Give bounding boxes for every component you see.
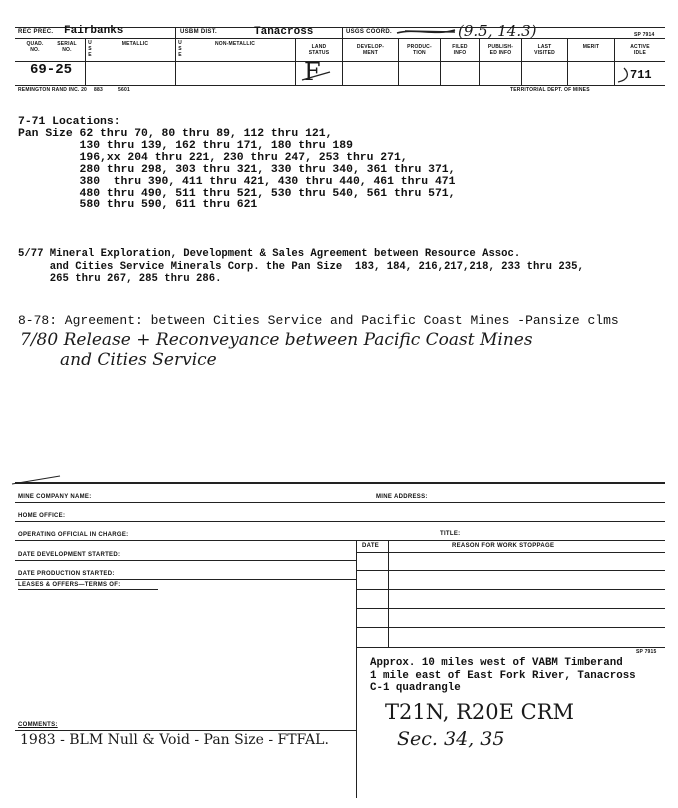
rec-prec-label: REC PREC.: [18, 29, 54, 35]
location-line: 1 mile east of East Fork River, Tanacross: [370, 669, 636, 682]
pan-size-line: 580 thru 590, 611 thru 621: [18, 199, 258, 212]
quad-label: QUAD. NO.: [26, 41, 44, 53]
location-line: C-1 quadrangle: [370, 682, 461, 694]
usgs-coord-value: (9.5, 14.3): [458, 22, 537, 40]
handwritten-release-line1: 7/80 Release + Reconveyance between Pacific Coast Mines: [20, 330, 533, 350]
land-status-value: F: [304, 58, 321, 86]
agreement-577-block: [18, 248, 584, 286]
active-idle-value: 711: [630, 68, 652, 82]
development-label: DEVELOP- MENT: [356, 44, 385, 56]
home-office-label: HOME OFFICE:: [18, 513, 66, 519]
title-label: TITLE:: [440, 531, 461, 537]
comments-label: COMMENTS:: [18, 722, 58, 728]
location-line: Approx. 10 miles west of VABM Timberand: [370, 657, 623, 669]
pan-size-line: 130 thru 139, 162 thru 171, 180 thru 189: [18, 139, 353, 152]
form-number-bottom: SP 7915: [636, 649, 657, 655]
rec-prec-value: Fairbanks: [64, 25, 124, 37]
merit-label: MERIT: [582, 44, 600, 50]
pan-size-line: 480 thru 490, 511 thru 521, 530 thru 540, 561 thru 571,: [18, 187, 456, 200]
locations-title: 7-71 Locations:: [18, 116, 121, 128]
mine-company-name-label: MINE COMPANY NAME:: [18, 494, 92, 500]
agreement-577-line: 265 thru 267, 285 thru 286.: [18, 273, 222, 285]
pan-size-line: 280 thru 298, 303 thru 321, 330 thru 340, 361 thru 371,: [18, 163, 456, 176]
usgs-coord-label: USGS COORD.: [346, 29, 392, 35]
published-info-label: PUBLISH- ED INFO: [487, 44, 514, 56]
filed-info-label: FILED INFO: [452, 44, 468, 56]
date-development-started-label: DATE DEVELOPMENT STARTED:: [18, 552, 121, 558]
use-col-metallic: U S E: [88, 40, 92, 58]
active-idle-label: ACTIVE IDLE: [630, 44, 650, 56]
land-status-label: LAND STATUS: [308, 44, 330, 56]
comments-value: 1983 - BLM Null & Void - Pan Size - FTFAL.: [20, 732, 329, 748]
agreement-577-line: and Cities Service Minerals Corp. the Pan Size 183, 184, 216,217,218, 233 thru 235,: [18, 260, 584, 273]
operating-official-label: OPERATING OFFICIAL IN CHARGE:: [18, 532, 129, 538]
pan-size-block: [18, 129, 455, 212]
usbm-dist-value: Tanacross: [254, 26, 314, 38]
township-range: T21N, R20E CRM: [385, 700, 575, 724]
pan-size-line: Pan Size 62 thru 70, 80 thru 89, 112 thru 121,: [18, 128, 333, 140]
section-value: Sec. 34, 35: [397, 728, 505, 750]
land-status-scribble: [300, 66, 336, 84]
agreement-878: 8-78: Agreement: between Cities Service and Pacific Coast Mines -Pansize clms: [18, 313, 619, 328]
serial-label: SERIAL NO.: [57, 41, 77, 53]
location-description: [370, 657, 636, 695]
mine-address-label: MINE ADDRESS:: [376, 494, 428, 500]
printer-code-mid: 5601: [118, 87, 130, 93]
agreement-577-line: 5/77 Mineral Exploration, Development & Sales Agreement between Resource Assoc.: [18, 248, 521, 260]
printer-imprint: REMINGTON RAND INC. 20: [18, 87, 88, 93]
use-col-nonmetallic: U S E: [178, 40, 182, 58]
date-production-started-label: DATE PRODUCTION STARTED:: [18, 571, 115, 577]
printer-code-left: 883: [94, 87, 103, 93]
stoppage-date-label: DATE: [362, 543, 380, 549]
usbm-dist-label: USBM DIST.: [180, 29, 218, 35]
pan-size-line: 196,xx 204 thru 221, 230 thru 247, 253 thru 271,: [18, 151, 408, 164]
pan-size-line: 380 thru 390, 411 thru 421, 430 thru 440, 461 thru 471: [18, 175, 456, 188]
active-idle-bracket: [616, 66, 632, 84]
dept-imprint: TERRITORIAL DEPT. OF MINES: [510, 87, 590, 93]
nonmetallic-label: NON-METALLIC: [214, 41, 256, 47]
quad-serial-value: 69-25: [30, 62, 73, 78]
last-visited-label: LAST VISITED: [534, 44, 555, 56]
production-label: PRODUC- TION: [407, 44, 432, 56]
stoppage-reason-label: REASON FOR WORK STOPPAGE: [452, 543, 555, 549]
metallic-label: METALLIC: [121, 41, 149, 47]
corner-tick-mark: [10, 472, 70, 486]
form-number-top: SP 7914: [634, 32, 655, 38]
leases-offers-label: LEASES & OFFERS—TERMS OF:: [18, 582, 121, 588]
handwritten-release-line2: and Cities Service: [60, 350, 217, 370]
